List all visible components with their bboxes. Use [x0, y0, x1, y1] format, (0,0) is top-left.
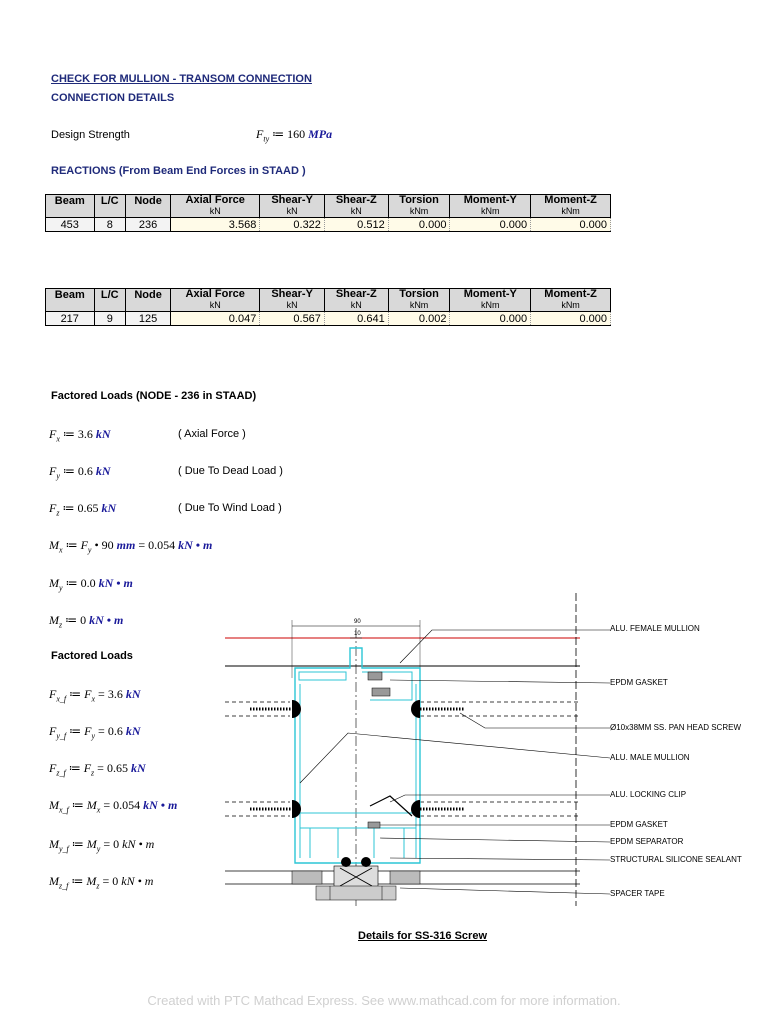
mz-f-formula: $M_{z\_f}$ ≔ $M_z = 0$ kN • m — [49, 874, 154, 891]
column-header: Beam — [46, 195, 95, 218]
column-header: Shear-Z kN — [324, 195, 388, 218]
column-header: Torsion kNm — [388, 289, 450, 312]
column-header: Axial Force kN — [171, 289, 260, 312]
column-header: Moment-Z kNm — [531, 195, 611, 218]
label-locking-clip: ALU. LOCKING CLIP — [610, 790, 687, 799]
column-header: Shear-Y kN — [260, 195, 325, 218]
fx-f-formula: $F_{x\_f}$ ≔ $F_x = 3.6$ kN — [49, 687, 141, 704]
table-cell: 453 — [46, 218, 95, 232]
label-spacer-tape: SPACER TAPE — [610, 889, 665, 898]
table-cell: 236 — [126, 218, 171, 232]
table-row — [46, 312, 611, 326]
footer-note: Created with PTC Mathcad Express. See www.mathcad.com for more information. — [147, 993, 621, 1008]
column-header: Node — [126, 195, 171, 218]
mx-f-formula: $M_{x\_f}$ ≔ $M_x = 0.054$ kN • m — [49, 798, 178, 815]
table-cell: 0.567 — [260, 312, 325, 326]
table-cell: 0.000 — [388, 218, 450, 232]
label-epdm-gasket-1: EPDM GASKET — [610, 678, 668, 687]
fz-f-formula: $F_{z\_f}$ ≔ $F_z = 0.65$ kN — [49, 761, 146, 778]
table-header-row — [46, 195, 611, 218]
drawing-caption: Details for SS-316 Screw — [358, 930, 488, 942]
column-header: Shear-Z kN — [324, 289, 388, 312]
fz-note: ( Due To Wind Load ) — [178, 502, 282, 514]
column-header: Axial Force kN — [171, 195, 260, 218]
table-cell: 0.002 — [388, 312, 450, 326]
fy-f-formula: $F_{y\_f}$ ≔ $F_y = 0.6$ kN — [49, 724, 141, 741]
table-header-row — [46, 289, 611, 312]
fy-note: ( Due To Dead Load ) — [178, 465, 283, 477]
reactions-table-2 — [45, 288, 611, 326]
page-title: CHECK FOR MULLION - TRANSOM CONNECTION — [51, 73, 312, 85]
column-header: Torsion kNm — [388, 195, 450, 218]
section-subtitle: CONNECTION DETAILS — [51, 92, 175, 104]
table-cell: 217 — [46, 312, 95, 326]
mz-formula: $M_z$ ≔ 0 kN • m — [49, 613, 124, 630]
label-epdm-gasket-2: EPDM GASKET — [610, 820, 668, 829]
table-cell: 0.000 — [450, 312, 531, 326]
column-header: Node — [126, 289, 171, 312]
column-header: Moment-Z kNm — [531, 289, 611, 312]
design-strength-value: 160 — [287, 127, 306, 141]
table-cell: 3.568 — [171, 218, 260, 232]
table-cell: 8 — [94, 218, 126, 232]
reactions-table-1 — [45, 194, 611, 232]
label-screw: Ø10x38MM SS. PAN HEAD SCREW — [610, 723, 741, 732]
table-cell: 0.641 — [324, 312, 388, 326]
fx-note: ( Axial Force ) — [178, 428, 246, 440]
fz-formula: $F_z$ ≔ 0.65 kN — [49, 501, 117, 518]
label-female-mullion: ALU. FEMALE MULLION — [610, 624, 700, 633]
design-strength-formula: $F_{ty}$ ≔ 160 MPa — [256, 127, 333, 144]
label-silicone-sealant: STRUCTURAL SILICONE SEALANT — [610, 855, 742, 864]
mx-formula: $M_x$ ≔ $F_y$ • 90 mm = 0.054 kN • m — [49, 538, 213, 555]
reactions-title: REACTIONS (From Beam End Forces in STAAD ) — [51, 165, 306, 177]
table-cell: 0.000 — [531, 312, 611, 326]
column-header: L/C — [94, 195, 126, 218]
factored-loads-title-2: Factored Loads — [51, 650, 133, 662]
label-epdm-separator: EPDM SEPARATOR — [610, 837, 684, 846]
table-cell: 125 — [126, 312, 171, 326]
design-strength-label: Design Strength — [51, 129, 130, 141]
column-header: Beam — [46, 289, 95, 312]
dim-90: 90 — [354, 619, 361, 625]
my-f-formula: $M_{y\_f}$ ≔ $M_y = 0$ kN • m — [49, 837, 155, 854]
table-cell: 9 — [94, 312, 126, 326]
fy-formula: $F_y$ ≔ 0.6 kN — [49, 464, 111, 481]
column-header: Moment-Y kNm — [450, 195, 531, 218]
table-cell: 0.047 — [171, 312, 260, 326]
table-cell: 0.000 — [531, 218, 611, 232]
my-formula: $M_y$ ≔ 0.0 kN • m — [49, 576, 133, 593]
factored-loads-title: Factored Loads (NODE - 236 in STAAD) — [51, 390, 257, 402]
dim-10: 10 — [354, 631, 361, 637]
table-cell: 0.000 — [450, 218, 531, 232]
column-header: Moment-Y kNm — [450, 289, 531, 312]
design-strength-unit: MPa — [308, 127, 333, 141]
column-header: L/C — [94, 289, 126, 312]
column-header: Shear-Y kN — [260, 289, 325, 312]
fx-formula: $F_x$ ≔ 3.6 kN — [49, 427, 111, 444]
table-cell: 0.322 — [260, 218, 325, 232]
table-cell: 0.512 — [324, 218, 388, 232]
table-row — [46, 218, 611, 232]
label-male-mullion: ALU. MALE MULLION — [610, 753, 690, 762]
